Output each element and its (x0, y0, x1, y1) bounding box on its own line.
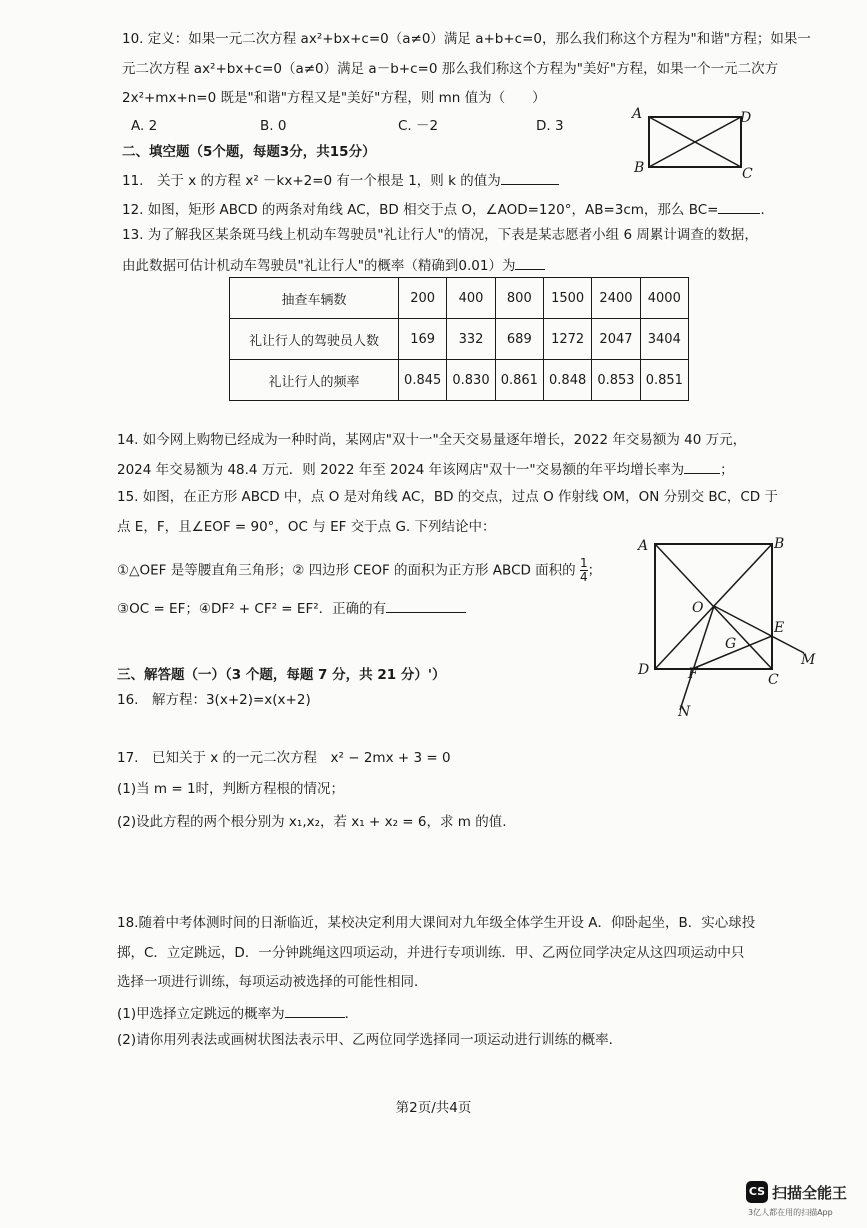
q15-line4: ③OC = EF；④DF² + CF² = EF²．正确的有 (117, 598, 466, 618)
table-cell: 400 (447, 278, 495, 319)
q10-option-a: A. 2 (131, 118, 158, 134)
q17-line1: 17. 已知关于 x 的一元二次方程 x² − 2mx + 3 = 0 (117, 750, 451, 766)
q10-option-c: C. －2 (398, 118, 439, 134)
table-cell: 200 (399, 278, 447, 319)
q17-part1: (1)当 m = 1时，判断方程根的情况； (117, 781, 345, 797)
square-figure (628, 528, 828, 723)
q11-answer-blank (501, 170, 559, 185)
table-cell: 3404 (640, 319, 688, 360)
q10-line2: 元二次方程 ax²+bx+c=0（a≠0）满足 a－b+c=0 那么我们称这个方程为"美好"方程，如果一个一元二次方 (122, 61, 779, 77)
square-label-n: N (678, 704, 691, 720)
q18-line2: 掷，C．立定跳远，D．一分钟跳绳这四项运动，并进行专项训练．甲、乙两位同学决定从这四项运动中只 (117, 945, 745, 961)
table-cell: 0.851 (640, 360, 688, 401)
q10-line1: 10. 定义：如果一元二次方程 ax²+bx+c=0（a≠0）满足 a+b+c=0，那么我们称这个方程为"和谐"方程；如果一 (122, 31, 811, 47)
q10-option-b: B. 0 (260, 118, 287, 134)
square-label-a: A (638, 538, 649, 554)
rect-label-b: B (634, 160, 645, 176)
table-row (230, 319, 689, 360)
square-label-d: D (638, 662, 650, 678)
table-row-label: 礼让行人的驾驶员人数 (230, 319, 399, 360)
table-row-label: 抽查车辆数 (230, 278, 399, 319)
one-quarter-fraction: $\frac{1}{4}$ (579, 556, 588, 584)
square-label-e: E (774, 620, 785, 636)
table-cell: 1272 (543, 319, 591, 360)
rectangle-figure (628, 102, 760, 184)
table-cell: 689 (495, 319, 543, 360)
square-label-c: C (768, 672, 779, 688)
square-label-f: F (688, 666, 698, 682)
table-cell: 0.853 (592, 360, 640, 401)
table-cell: 0.861 (495, 360, 543, 401)
q10-option-d: D. 3 (536, 118, 564, 134)
table-cell: 2047 (592, 319, 640, 360)
q18-line3: 选择一项进行训练，每项运动被选择的可能性相同． (117, 974, 428, 990)
section3-title: 三、解答题（一）（3 个题，每题 7 分，共 21 分）'） (117, 667, 446, 683)
q12-text: 12. 如图，矩形 ABCD 的两条对角线 AC，BD 相交于点 O，∠AOD=120°，AB=3cm，那么 BC= ． (122, 199, 774, 219)
q15-line1: 15. 如图，在正方形 ABCD 中，点 O 是对角线 AC，BD 的交点，过点 O 作射线 OM，ON 分别交 BC，CD 于 (117, 489, 778, 505)
table-cell: 332 (447, 319, 495, 360)
square-label-m: M (801, 652, 816, 668)
table-cell: 0.830 (447, 360, 495, 401)
table-cell: 2400 (592, 278, 640, 319)
rect-label-c: C (742, 166, 753, 182)
q11-text: 11. 关于 x 的方程 x² －kx+2=0 有一个根是 1，则 k 的值为 (122, 170, 559, 190)
scanner-app-name: 扫描全能王 (772, 1184, 848, 1202)
square-label-g: G (725, 636, 737, 652)
table-cell: 1500 (543, 278, 591, 319)
q18-line1: 18.随着中考体测时间的日渐临近，某校决定利用大课间对九年级全体学生开设 A．仰卧起坐，B．实心球投 (117, 915, 756, 931)
q18-part1: (1)甲选择立定跳远的概率为 ． (117, 1003, 358, 1023)
table-cell: 0.848 (543, 360, 591, 401)
q18-part2: (2)请你用列表法或画树状图法表示甲、乙两位同学选择同一项运动进行训练的概率． (117, 1032, 623, 1048)
table-cell: 4000 (640, 278, 688, 319)
square-label-o: O (692, 600, 704, 616)
section2-title: 二、填空题（5个题，每题3分，共15分） (122, 144, 376, 160)
page-number: 第2页/共4页 (395, 1100, 472, 1116)
q18-answer-blank (285, 1003, 345, 1018)
q13-answer-blank (515, 255, 545, 270)
table-cell: 800 (495, 278, 543, 319)
q13-line1: 13. 为了解我区某条斑马线上机动车驾驶员"礼让行人"的情况，下表是某志愿者小组 6 周累计调查的数据， (122, 227, 758, 243)
square-label-b: B (774, 536, 785, 552)
q12-answer-blank (718, 199, 760, 214)
q15-line3: ①△OEF 是等腰直角三角形；② 四边形 CEOF 的面积为正方形 ABCD 面积的 $\frac{1}{4}$ ； (117, 556, 602, 584)
q17-part2: (2)设此方程的两个根分别为 x₁,x₂，若 x₁ + x₂ = 6，求 m 的值. (117, 814, 507, 830)
q16-text: 16. 解方程：3(x+2)=x(x+2) (117, 692, 311, 708)
table-cell: 0.845 (399, 360, 447, 401)
frequency-table (229, 277, 689, 401)
rect-label-a: A (632, 106, 643, 122)
table-row (230, 360, 689, 401)
camscanner-logo-icon: CS (746, 1181, 768, 1203)
rect-label-d: D (740, 110, 752, 126)
q14-line2: 2024 年交易额为 48.4 万元．则 2022 年至 2024 年该网店"双十一"交易额的年平均增长率为 ； (117, 459, 734, 479)
q15-line2: 点 E，F，且∠EOF = 90°，OC 与 EF 交于点 G. 下列结论中： (117, 519, 496, 535)
table-row-label: 礼让行人的频率 (230, 360, 399, 401)
table-row (230, 278, 689, 319)
q14-line1: 14. 如今网上购物已经成为一种时尚，某网店"双十一"全天交易量逐年增长，2022 年交易额为 40 万元， (117, 432, 747, 448)
scanner-watermark (746, 1181, 866, 1221)
q15-answer-blank (386, 598, 466, 613)
scanner-tagline: 3亿人都在用的扫描App (748, 1208, 833, 1217)
table-cell: 169 (399, 319, 447, 360)
q14-answer-blank (684, 459, 720, 474)
q13-line2: 由此数据可估计机动车驾驶员"礼让行人"的概率（精确到0.01）为 (122, 255, 545, 275)
q10-line3: 2x²+mx+n=0 既是"和谐"方程又是"美好"方程，则 mn 值为（ ） (122, 90, 546, 106)
